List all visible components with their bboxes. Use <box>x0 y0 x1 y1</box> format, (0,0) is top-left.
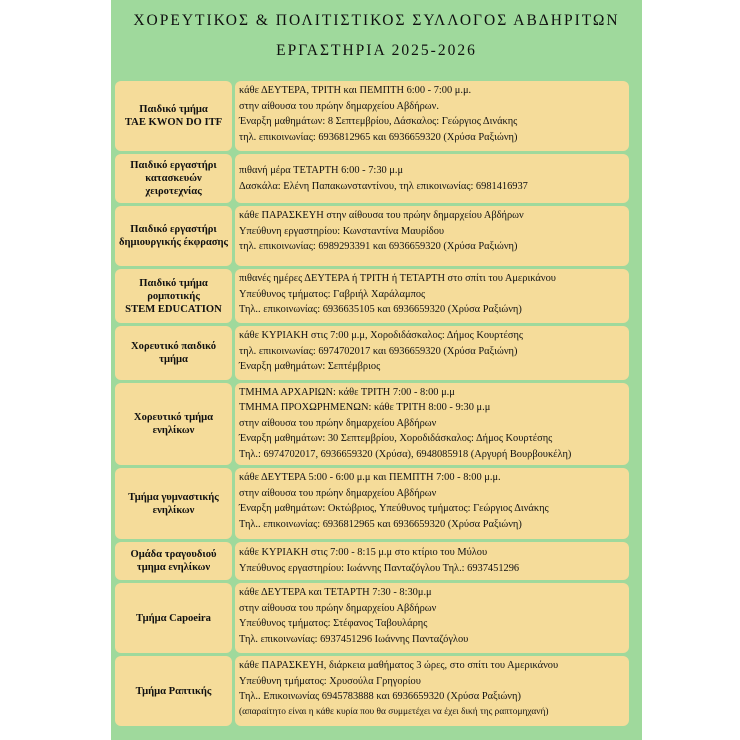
detail-line: Δασκάλα: Ελένη Παπακωνσταντίνου, τηλ επικοινωνίας: 6981416937 <box>239 180 528 192</box>
detail-line: τηλ. επικοινωνίας: 6936812965 και 6936659320 (Χρύσα Ραξιώνη) <box>239 131 518 143</box>
workshop-name <box>115 542 232 580</box>
detail-line: στην αίθουσα του πρώην δημαρχείου Αβδήρων <box>239 602 437 614</box>
detail-line: κάθε ΠΑΡΑΣΚΕΥΗ, διάρκεια μαθήματος 3 ώρες, στο σπίτι του Αμερικάνου <box>239 660 559 671</box>
detail-line: κάθε ΚΥΡΙΑΚΗ στις 7:00 μ.μ, Χοροδιδάσκαλος: Δήμος Κουρτέσης <box>239 330 524 341</box>
detail-line: κάθε ΚΥΡΙΑΚΗ στις 7:00 - 8:15 μ.μ στο κτίριο του Μύλου <box>239 547 488 559</box>
workshop-row <box>111 656 642 726</box>
workshop-details <box>235 468 629 539</box>
detail-line: Τηλ.. επικοινωνίας: 6936635105 και 6936659320 (Χρύσα Ραξιώνη) <box>239 304 522 316</box>
detail-line: στην αίθουσα του πρώην δημαρχείου Αβδήρων <box>239 487 437 499</box>
workshop-row <box>111 154 642 203</box>
workshop-name <box>115 326 232 380</box>
detail-line: (απαραίτητο είναι η κάθε κυρία που θα συμμετέχει να έχει δική της ραπτομηχανή) <box>239 706 549 717</box>
detail-line: στην αίθουσα του πρώην δημαρχείου Αβδήρων. <box>239 100 439 112</box>
detail-line: ΤΜΗΜΑ ΑΡΧΑΡΙΩΝ: κάθε ΤΡΙΤΗ 7:00 - 8:00 μ.μ <box>239 387 455 398</box>
workshop-name-text: Παιδικό εργαστήρι δημιουργικής έκφρασης <box>118 224 229 248</box>
detail-line: ΤΜΗΜΑ ΠΡΟΧΩΡΗΜΕΝΩΝ: κάθε ΤΡΙΤΗ 8:00 - 9:30 μ.μ <box>239 402 491 414</box>
workshop-details <box>235 383 629 465</box>
workshop-details <box>235 583 629 653</box>
detail-line: στην αίθουσα του πρώην δημαρχείου Αβδήρων <box>239 417 437 429</box>
workshop-details <box>235 206 629 266</box>
poster-title: ΧΟΡΕΥΤΙΚΟΣ & ΠΟΛΙΤΙΣΤΙΚΟΣ ΣΥΛΛΟΓΟΣ ΑΒΔΗΡΙΤΩΝ <box>133 12 620 29</box>
workshop-row <box>111 468 642 539</box>
workshop-name-text: Παιδικό εργαστήρι κατασκευών χειροτεχνίας <box>130 160 217 197</box>
workshop-name-text: Τμήμα γυμναστικής ενηλίκων <box>128 491 219 516</box>
detail-line: Υπεύθυνος εργαστηρίου: Ιωάννης Πανταζόγλου Τηλ.: 6937451296 <box>239 563 520 574</box>
workshop-name <box>115 583 232 653</box>
workshop-name <box>115 81 232 151</box>
poster <box>111 0 642 740</box>
workshop-name-text: Παιδικό τμήμα ρομποτικής STEM EDUCATION <box>125 277 222 315</box>
poster-subtitle: ΕΡΓΑΣΤΗΡΙΑ 2025-2026 <box>276 42 477 59</box>
workshop-row <box>111 206 642 266</box>
workshop-details <box>235 81 629 151</box>
detail-line: Έναρξη μαθημάτων: 30 Σεπτεμβρίου, Χοροδιδάσκαλος: Δήμος Κουρτέσης <box>239 433 553 445</box>
detail-line: Υπεύθυνη τμήματος: Χρυσούλα Γρηγορίου <box>239 675 421 687</box>
workshop-details <box>235 269 629 323</box>
workshop-name <box>115 269 232 323</box>
detail-line: πιθανή μέρα ΤΕΤΑΡΤΗ 6:00 - 7:30 μ.μ <box>239 164 404 176</box>
detail-line: κάθε ΠΑΡΑΣΚΕΥΗ στην αίθουσα του πρώην δημαρχείου Αβδήρων <box>239 210 524 221</box>
detail-line: κάθε ΔΕΥΤΕΡΑ, ΤΡΙΤΗ και ΠΕΜΠΤΗ 6:00 - 7:00 μ.μ. <box>239 85 472 96</box>
workshop-details <box>235 154 629 203</box>
workshop-row <box>111 269 642 323</box>
workshop-name <box>115 383 232 465</box>
workshop-name-text: Τμήμα Capoeira <box>136 612 211 624</box>
workshop-name <box>115 656 232 726</box>
detail-line: Υπεύθυνος τμήματος: Γαβριήλ Χαράλαμπος <box>239 288 426 300</box>
workshop-row <box>111 383 642 465</box>
detail-line: κάθε ΔΕΥΤΕΡΑ 5:00 - 6:00 μ.μ και ΠΕΜΠΤΗ 7:00 - 8:00 μ.μ. <box>239 472 501 483</box>
detail-line: πιθανές ημέρες ΔΕΥΤΕΡΑ ή ΤΡΙΤΗ ή ΤΕΤΑΡΤΗ στο σπίτι του Αμερικάνου <box>239 273 556 284</box>
workshop-name <box>115 206 232 266</box>
detail-line: Έναρξη μαθημάτων: 8 Σεπτεμβρίου, Δάσκαλος: Γεώργιος Δινάκης <box>239 116 518 128</box>
workshop-row <box>111 326 642 380</box>
workshop-row <box>111 81 642 151</box>
detail-line: Υπεύθυνη εργαστηρίου: Κωνσταντίνα Μαυρίδου <box>239 225 445 237</box>
detail-line: Υπεύθυνος τμήματος: Στέφανος Ταβουλάρης <box>239 618 428 630</box>
detail-line: Έναρξη μαθημάτων: Οκτώβριος, Υπεύθυνος τμήματος: Γεώργιος Δινάκης <box>239 503 549 515</box>
detail-line: Τηλ.. Επικοινωνίας 6945783888 και 6936659320 (Χρύσα Ραξιώνη) <box>239 691 521 703</box>
detail-line: κάθε ΔΕΥΤΕΡΑ και ΤΕΤΑΡΤΗ 7:30 - 8:30μ.μ <box>239 587 432 598</box>
workshop-name <box>115 468 232 539</box>
workshop-details <box>235 326 629 380</box>
workshop-name <box>115 154 232 203</box>
workshop-name-text: Τμήμα Ραπτικής <box>135 685 212 697</box>
workshop-details <box>235 542 629 580</box>
workshop-name-text: Ομάδα τραγουδιού τμημα ενηλίκων <box>130 549 217 573</box>
workshop-name-text: Χορευτικό τμήμα ενηλίκων <box>133 412 214 436</box>
detail-line: τηλ. επικοινωνίας: 6989293391 και 6936659320 (Χρύσα Ραξιώνη) <box>239 241 518 253</box>
detail-line: Τηλ. επικοινωνίας: 6937451296 Ιωάννης Πανταζόγλου <box>239 633 469 645</box>
workshop-row <box>111 583 642 653</box>
detail-line: Τηλ.: 6974702017, 6936659320 (Χρύσα), 6948085918 (Αργυρή Βουρβουκέλη) <box>239 448 572 460</box>
workshop-name-text: Χορευτικό παιδικό τμήμα <box>131 341 216 365</box>
detail-line: τηλ. επικοινωνίας: 6974702017 και 6936659320 (Χρύσα Ραξιώνη) <box>239 345 518 357</box>
detail-line: Έναρξη μαθημάτων: Σεπτέμβριος <box>239 361 381 373</box>
workshop-name-text: Παιδικό τμήμα TAE KWON DO ITF <box>124 104 223 128</box>
detail-line: Τηλ.. επικοινωνίας: 6936812965 και 6936659320 (Χρύσα Ραξιώνη) <box>239 518 522 530</box>
workshop-row <box>111 542 642 580</box>
workshop-details <box>235 656 629 726</box>
